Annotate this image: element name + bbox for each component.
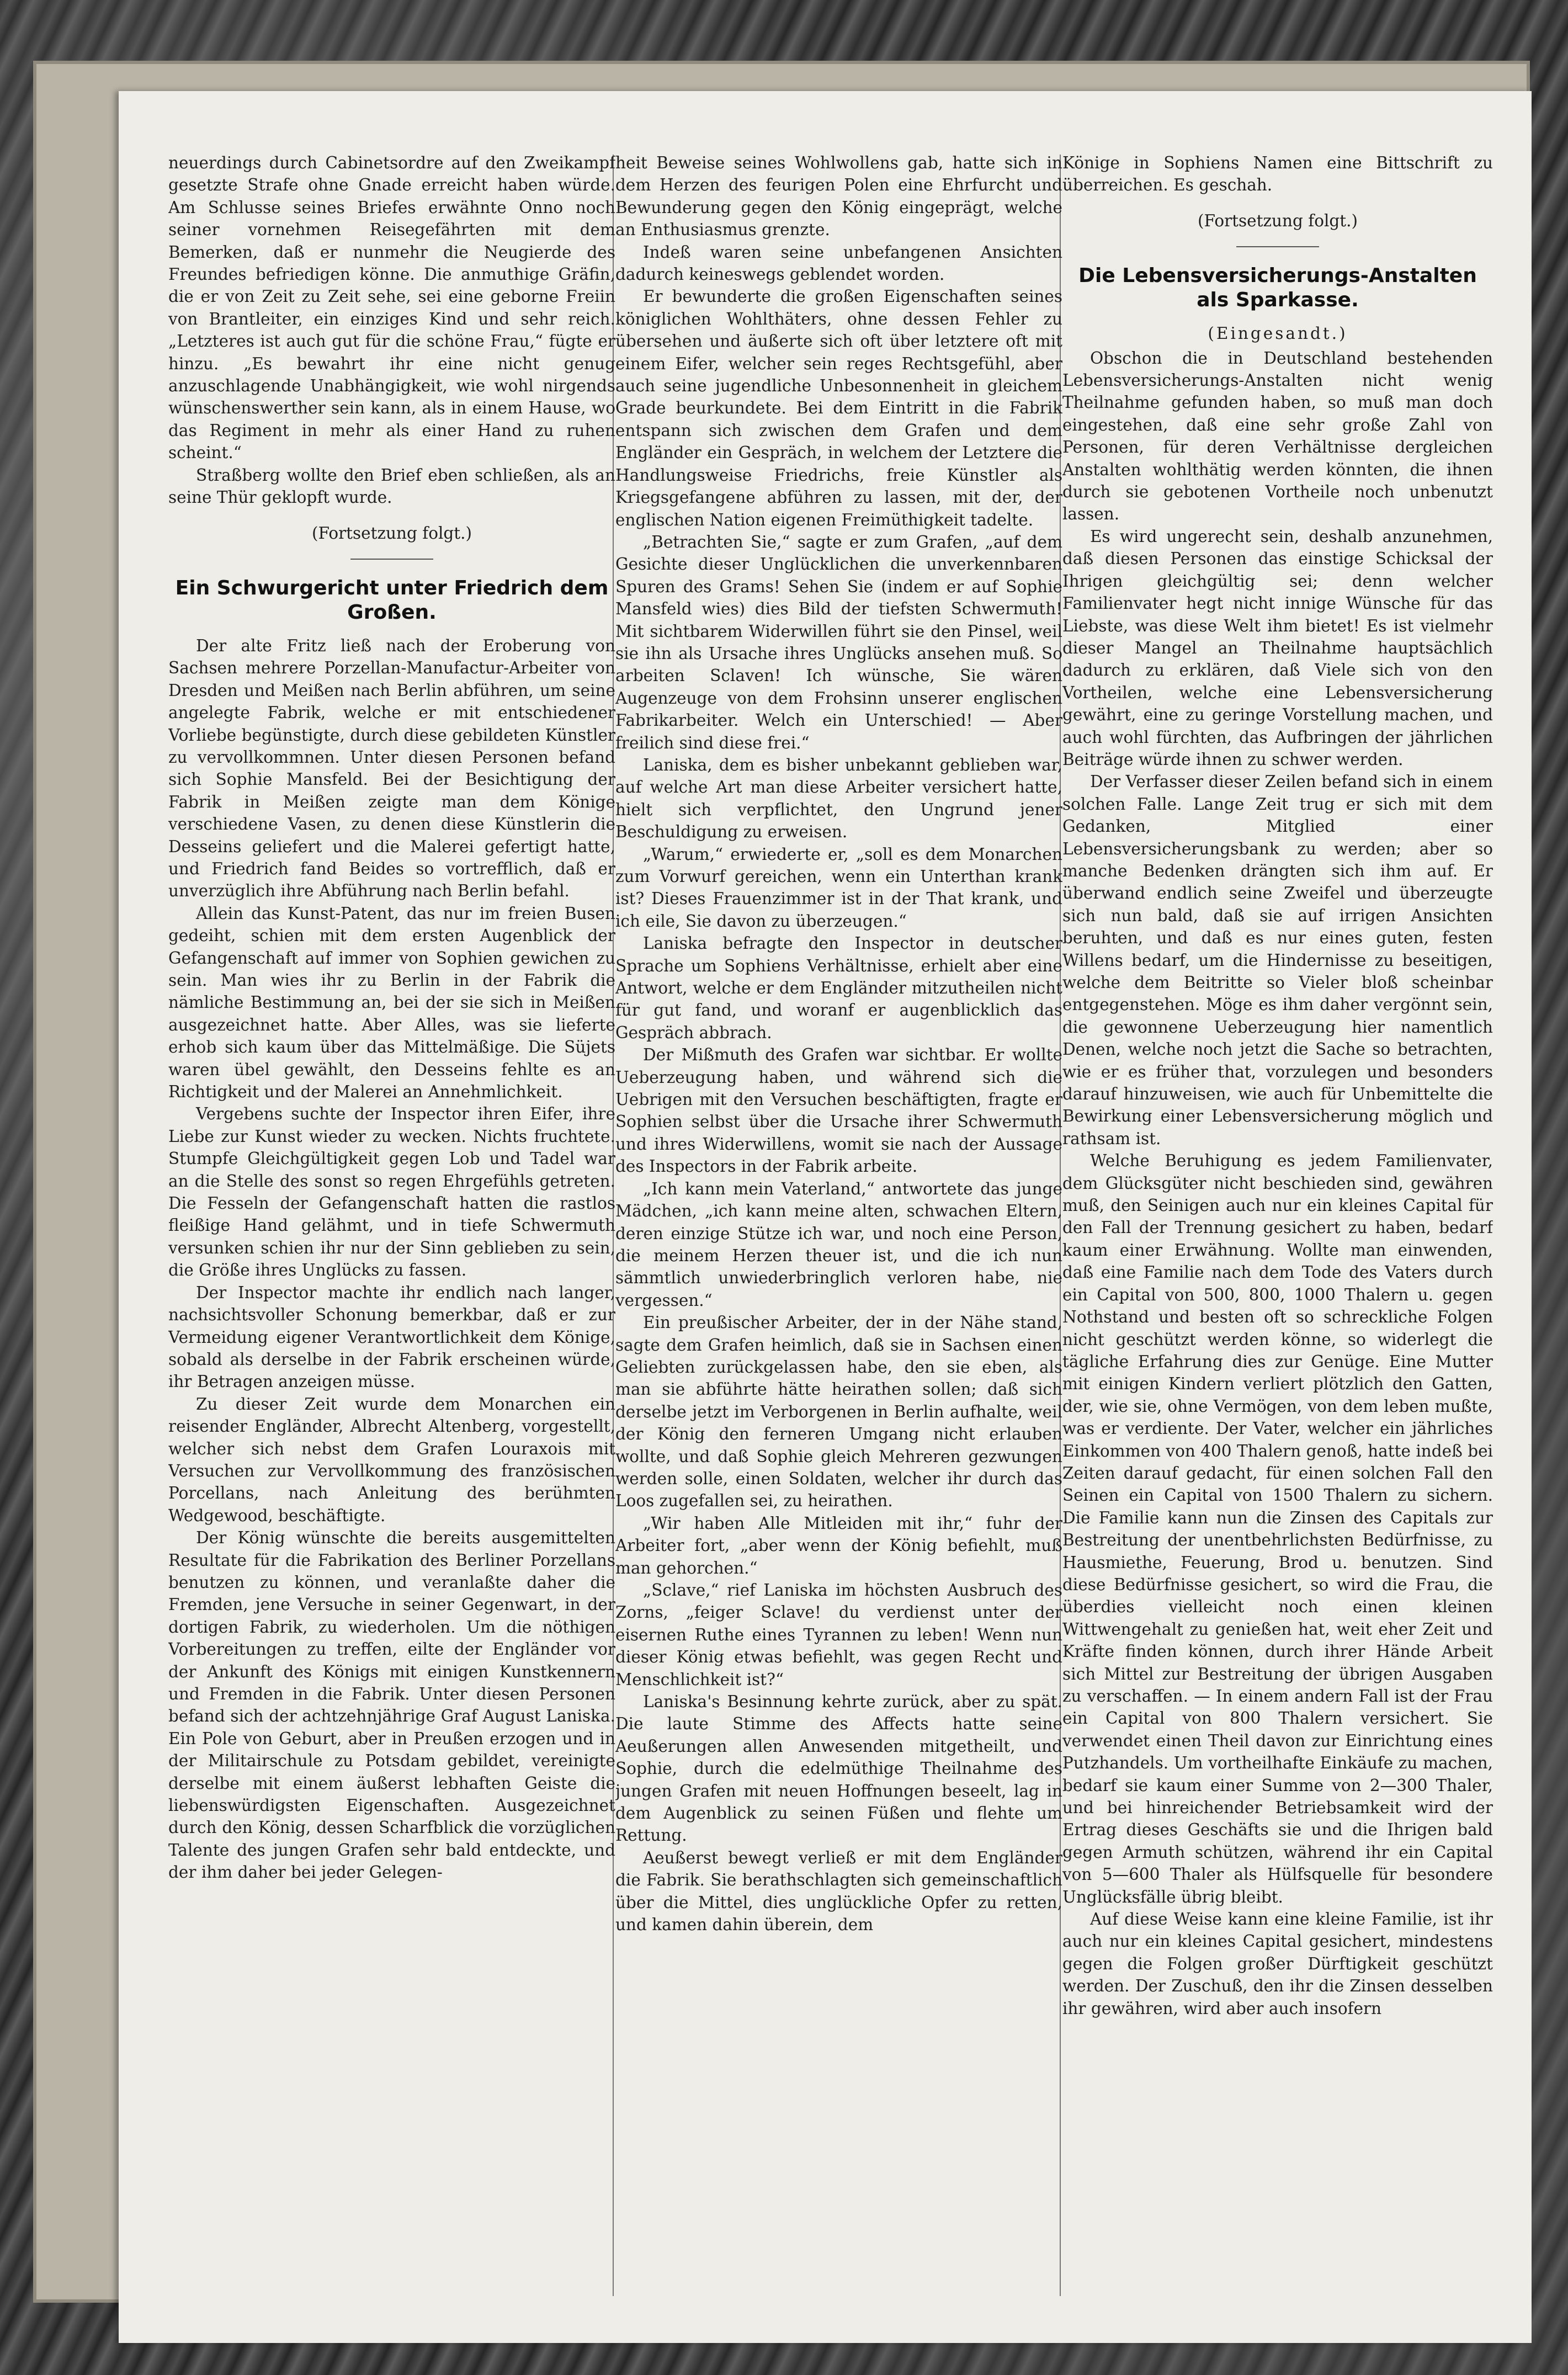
paragraph: „Warum,“ erwiederte er, „soll es dem Monarchen zum Vorwurf gereichen, wenn ein Unterthan krank ist? Dieses Frauenzimmer ist in der That krank, und ich eile, Sie davon zu überzeugen.“ xyxy=(615,844,1062,931)
section-divider xyxy=(350,559,433,560)
paragraph: Laniska befragte den Inspector in deutscher Sprache um Sophiens Verhältnisse, erhielt aber eine Antwort, welche er dem Engländer mitzutheilen nicht für gut fand, und woranf er augenblicklich das Gespräch abbrach. xyxy=(615,934,1062,1042)
paragraph: Er bewunderte die großen Eigenschaften seines königlichen Wohlthäters, ohne dessen Fehler zu übersehen und äußerte sich oft über letztere oft mit einem Eifer, welcher sein reges Rechtsgefühl, aber auch seine jugendliche Unbesonnenheit in gleichem Grade beurkundete. Bei dem Eintritt in die Fabrik entspann sich zwischen dem Grafen und dem Engländer ein Gespräch, in welchem der Letztere die Handlungsweise Friedrichs, freie Künstler als Kriegsgefangene abführen zu lassen, mit der, der englischen Nation eigenen Freimüthigkeit tadelte. xyxy=(615,287,1062,529)
article-headline: Die Lebensversicherungs-Anstalten als Sparkasse. xyxy=(1078,264,1477,312)
paragraph: heit Beweise seines Wohlwollens gab, hatte sich in dem Herzen des feurigen Polen eine Ehrfurcht und Bewunderung gegen den König eingeprägt, welche an Enthusiasmus grenzte. xyxy=(615,153,1062,240)
paragraph: Aeußerst bewegt verließ er mit dem Engländer die Fabrik. Sie berathschlagten sich gemeinschaftlich über die Mittel, dies unglückliche Opfer zu retten, und kamen dahin überein, dem xyxy=(615,1848,1062,1935)
column-2 xyxy=(615,152,1062,2293)
section-divider xyxy=(1236,246,1319,247)
paragraph: Der alte Fritz ließ nach der Eroberung von Sachsen mehrere Porzellan-Manufactur-Arbeiter von Dresden und Meißen nach Berlin abführen, um seine angelegte Fabrik, welche er mit entschiedener Vorliebe begünstigte, durch diese gebildeten Künstler zu vervollkommnen. Unter diesen Personen befand sich Sophie Mansfeld. Bei der Besichtigung der Fabrik in Meißen zeigte man dem Könige verschiedene Vasen, zu denen diese Künstlerin die Desseins geliefert und die Malerei gefertigt hatte, und Friedrich fand Beides so vortrefflich, daß er unverzüglich ihre Abführung nach Berlin befahl. xyxy=(168,636,615,901)
article-byline: (Eingesandt.) xyxy=(1208,324,1348,343)
newspaper-page xyxy=(119,91,1532,2343)
to-be-continued: (Fortsetzung folgt.) xyxy=(1197,211,1358,230)
to-be-continued: (Fortsetzung folgt.) xyxy=(311,523,472,543)
paragraph: „Sclave,“ rief Laniska im höchsten Ausbruch des Zorns, „feiger Sclave! du verdienst unter der eisernen Ruthe eines Tyrannen zu leben! Wenn nun dieser König etwas befiehlt, was gegen Recht und Menschlichkeit ist?“ xyxy=(615,1581,1062,1689)
paragraph: Es wird ungerecht sein, deshalb anzunehmen, daß diesen Personen das einstige Schicksal der Ihrigen gleichgültig sei; denn welcher Familienvater hegt nicht innige Wünsche für das Liebste, was diese Welt ihm bietet! Es ist vielmehr dieser Mangel an Theilnahme hauptsächlich dadurch zu erklären, daß Viele sich von den Vortheilen, welche eine Lebensversicherung gewährt, eine zu geringe Vorstellung machen, und auch wohl fürchten, das Aufbringen der jährlichen Beiträge würde ihnen zu schwer werden. xyxy=(1062,527,1493,769)
paragraph: Der Verfasser dieser Zeilen befand sich in einem solchen Falle. Lange Zeit trug er sich mit dem Gedanken, Mitglied einer Lebensversicherungsbank zu werden; aber so manche Bedenken drängten sich ihm auf. Er überwand endlich seine Zweifel und überzeugte sich nun bald, daß sie auf irrigen Ansichten beruhten, und daß es nur eines guten, festen Willens bedarf, um die Hindernisse zu beseitigen, welche dem Beitritte so Vieler bloß scheinbar entgegenstehen. Möge es ihm daher vergönnt sein, die gewonnene Ueberzeugung hier namentlich Denen, welche noch jetzt die Sache so betrachten, wie er es früher that, vorzulegen und besonders darauf hinzuweisen, wie auch für Unbemittelte die Bewirkung einer Lebensversicherung möglich und rathsam ist. xyxy=(1062,772,1493,1148)
paragraph: Obschon die in Deutschland bestehenden Lebensversicherungs-Anstalten nicht wenig Theilnahme gefunden haben, so muß man doch eingestehen, daß eine sehr große Zahl von Personen, für deren Verhältnisse dergleichen Anstalten wohlthätig werden könnten, die ihnen durch sie gebotenen Vortheile noch unbenutzt lassen. xyxy=(1062,348,1493,524)
paragraph: Allein das Kunst-Patent, das nur im freien Busen gedeiht, schien mit dem ersten Augenblick der Gefangenschaft auf immer von Sophien gewichen zu sein. Man wies ihr zu Berlin in der Fabrik die nämliche Bestimmung an, bei der sie sich in Meißen ausgezeichnet hatte. Aber Alles, was sie lieferte erhob sich kaum über das Mittelmäßige. Die Süjets waren übel gewählt, den Desseins fehlte es an Richtigkeit und der Malerei an Annehmlichkeit. xyxy=(168,904,615,1102)
paragraph: Straßberg wollte den Brief eben schließen, als an seine Thür geklopft wurde. xyxy=(168,465,615,507)
paragraph: Zu dieser Zeit wurde dem Monarchen ein reisender Engländer, Albrecht Altenberg, vorgestellt, welcher sich nebst dem Grafen Louraxois mit Versuchen zur Vervollkommung des französischen Porcellans, nach Anleitung des berühmten Wedgewood, beschäftigte. xyxy=(168,1394,615,1525)
paragraph: „Wir haben Alle Mitleiden mit ihr,“ fuhr der Arbeiter fort, „aber wenn der König befiehlt, muß man gehorchen.“ xyxy=(615,1513,1062,1577)
paragraph: Laniska's Besinnung kehrte zurück, aber zu spät. Die laute Stimme des Affects hatte seine Aeußerungen allen Anwesenden mitgetheilt, und Sophie, durch die edelmüthige Theilnahme des jungen Grafen mit neuen Hoffnungen beseelt, lag in dem Augenblick zu seinen Füßen und flehte um Rettung. xyxy=(615,1692,1062,1845)
paragraph: „Ich kann mein Vaterland,“ antwortete das junge Mädchen, „ich kann meine alten, schwachen Eltern, deren einzige Stütze ich war, und noch eine Person, die meinem Herzen theuer ist, und die ich nun sämmtlich unwiederbringlich verloren habe, nie vergessen.“ xyxy=(615,1179,1062,1310)
paragraph: Indeß waren seine unbefangenen Ansichten dadurch keineswegs geblendet worden. xyxy=(615,242,1062,284)
paragraph: Auf diese Weise kann eine kleine Familie, ist ihr auch nur ein kleines Capital gesichert, mindestens gegen die Folgen großer Dürftigkeit geschützt werden. Der Zuschuß, den ihr die Zinsen desselben ihr gewähren, wird aber auch insofern xyxy=(1062,1910,1493,2018)
paragraph: Ein preußischer Arbeiter, der in der Nähe stand, sagte dem Grafen heimlich, daß sie in Sachsen einen Geliebten zurückgelassen habe, den sie eben, als man sie abführte hätte heirathen sollen; daß sich derselbe jetzt im Verborgenen in Berlin aufhalte, weil der König den ferneren Umgang nicht erlauben wollte, und daß Sophie gleich Mehreren gezwungen werden solle, einen Soldaten, welcher ihr durch das Loos zugefallen sei, zu heirathen. xyxy=(615,1313,1062,1511)
paragraph: Der Mißmuth des Grafen war sichtbar. Er wollte Ueberzeugung haben, und während sich die Uebrigen mit den Versuchen beschäftigten, fragte er Sophien selbst über die Ursache ihrer Schwermuth und ihres Widerwillens, womit sie nach der Aussage des Inspectors in der Fabrik arbeite. xyxy=(615,1045,1062,1176)
column-3 xyxy=(1062,152,1493,2293)
column-1 xyxy=(168,152,615,2293)
paragraph: Welche Beruhigung es jedem Familienvater, dem Glücksgüter nicht beschieden sind, gewähren muß, den Seinigen auch nur ein kleines Capital für den Fall der Trennung gesichert zu haben, bedarf kaum einer Erwähnung. Wollte man einwenden, daß eine Familie nach dem Tode des Vaters durch ein Capital von 500, 800, 1000 Thalern u. gegen Nothstand und besten oft so schreckliche Folgen nicht geschützt werden könne, so widerlegt die tägliche Erfahrung dies zur Genüge. Eine Mutter mit einigen Kindern verliert plötzlich den Gatten, der, wie sie, ohne Vermögen, von dem leben mußte, was er verdiente. Der Vater, welcher ein jährliches Einkommen von 400 Thalern genoß, hatte indeß bei Zeiten darauf gedacht, für einen solchen Fall den Seinen ein Capital von 1500 Thalern zu sichern. Die Familie kann nun die Zinsen des Capitals zur Bestreitung der unentbehrlichsten Bedürfnisse, zu Hausmiethe, Feuerung, Brod u. benutzen. Sind diese Bedürfnisse gesichert, so wird die Frau, die überdies vielleicht noch einen kleinen Wittwengehalt zu genießen hat, weit eher Zeit und Kräfte finden können, durch ihrer Hände Arbeit sich Mittel zur Bestreitung der übrigen Ausgaben zu verschaffen. — In einem andern Fall ist der Frau ein Capital von 800 Thalern versichert. Sie verwendet einen Theil davon zur Einrichtung eines Putzhandels. Um vortheilhafte Einkäufe zu machen, bedarf sie kaum einer Summe von 2—300 Thaler, und bei hinreichender Betriebsamkeit wird der Ertrag dieses Geschäfts sie und die Ihrigen bald gegen Armuth schützen, während ihr ein Capital von 5—600 Thaler als Hülfsquelle für besondere Unglücksfälle übrig bleibt. xyxy=(1062,1151,1493,1906)
paragraph: Der Inspector machte ihr endlich nach langer, nachsichtsvoller Schonung bemerkbar, daß er zur Vermeidung eigener Verantwortlichkeit dem Könige, sobald als derselbe in der Fabrik erscheinen würde, ihr Betragen anzeigen müsse. xyxy=(168,1283,615,1391)
paragraph: neuerdings durch Cabinetsordre auf den Zweikampf gesetzte Strafe ohne Gnade erreicht haben würde. Am Schlusse seines Briefes erwähnte Onno noch seiner vornehmen Reisegefährten mit dem Bemerken, daß er nunmehr die Neugierde des Freundes befriedigen könne. Die anmuthige Gräfin, die er von Zeit zu Zeit sehe, sei eine geborne Freiin von Brantleiter, ein einziges Kind und sehr reich. „Letzteres ist auch gut für die schöne Frau,“ fügte er hinzu. „Es bewahrt ihr eine nicht genug anzuschlagende Unabhängigkeit, wie wohl nirgends wünschenswerther sein kann, als in einem Hause, wo das Regiment in mehr als einer Hand zu ruhen scheint.“ xyxy=(168,153,615,463)
paragraph: Könige in Sophiens Namen eine Bittschrift zu überreichen. Es geschah. xyxy=(1062,153,1493,195)
paragraph: Laniska, dem es bisher unbekannt geblieben war, auf welche Art man diese Arbeiter versichert hatte, hielt sich verpflichtet, den Ungrund jener Beschuldigung zu erweisen. xyxy=(615,755,1062,842)
paragraph: „Betrachten Sie,“ sagte er zum Grafen, „auf dem Gesichte dieser Unglücklichen die unverkennbaren Spuren des Grams! Sehen Sie (indem er auf Sophie Mansfeld wies) dies Bild der tiefsten Schwermuth! Mit sichtbarem Widerwillen führt sie den Pinsel, weil sie ihn als Ursache ihres Unglücks ansehen muß. So arbeiten Sclaven! Ich wünsche, Sie wären Augenzeuge von dem Frohsinn unserer englischen Fabrikarbeiter. Welch ein Unterschied! — Aber freilich sind diese frei.“ xyxy=(615,532,1062,752)
paragraph: Der König wünschte die bereits ausgemittelten Resultate für die Fabrikation des Berliner Porzellans benutzen zu können, und veranlaßte daher die Fremden, jene Versuche in seiner Gegenwart, in der dortigen Fabrik, zu wiederholen. Um die nöthigen Vorbereitungen zu treffen, eilte der Engländer vor der Ankunft des Königs mit einigen Kunstkennern und Fremden in die Fabrik. Unter diesen Personen befand sich der achtzehnjährige Graf August Laniska. Ein Pole von Geburt, aber in Preußen erzogen und in der Militairschule zu Potsdam gebildet, vereinigte derselbe mit einem äußerst lebhaften Geiste die liebenswürdigsten Eigenschaften. Ausgezeichnet durch den König, dessen Scharfblick die vorzüglichen Talente des jungen Grafen sehr bald entdeckte, und der ihm daher bei jeder Gelegen- xyxy=(168,1528,615,1882)
article-headline: Ein Schwurgericht unter Friedrich dem Großen. xyxy=(175,576,609,624)
paragraph: Vergebens suchte der Inspector ihren Eifer, ihre Liebe zur Kunst wieder zu wecken. Nichts fruchtete. Stumpfe Gleichgültigkeit gegen Lob und Tadel war an die Stelle des sonst so regen Ehrgefühls getreten. Die Fesseln der Gefangenschaft hatten die rastlos fleißige Hand gelähmt, und in tiefe Schwermuth versunken schien ihr nur der Sinn geblieben zu sein, die Größe ihres Unglücks zu fassen. xyxy=(168,1104,615,1280)
